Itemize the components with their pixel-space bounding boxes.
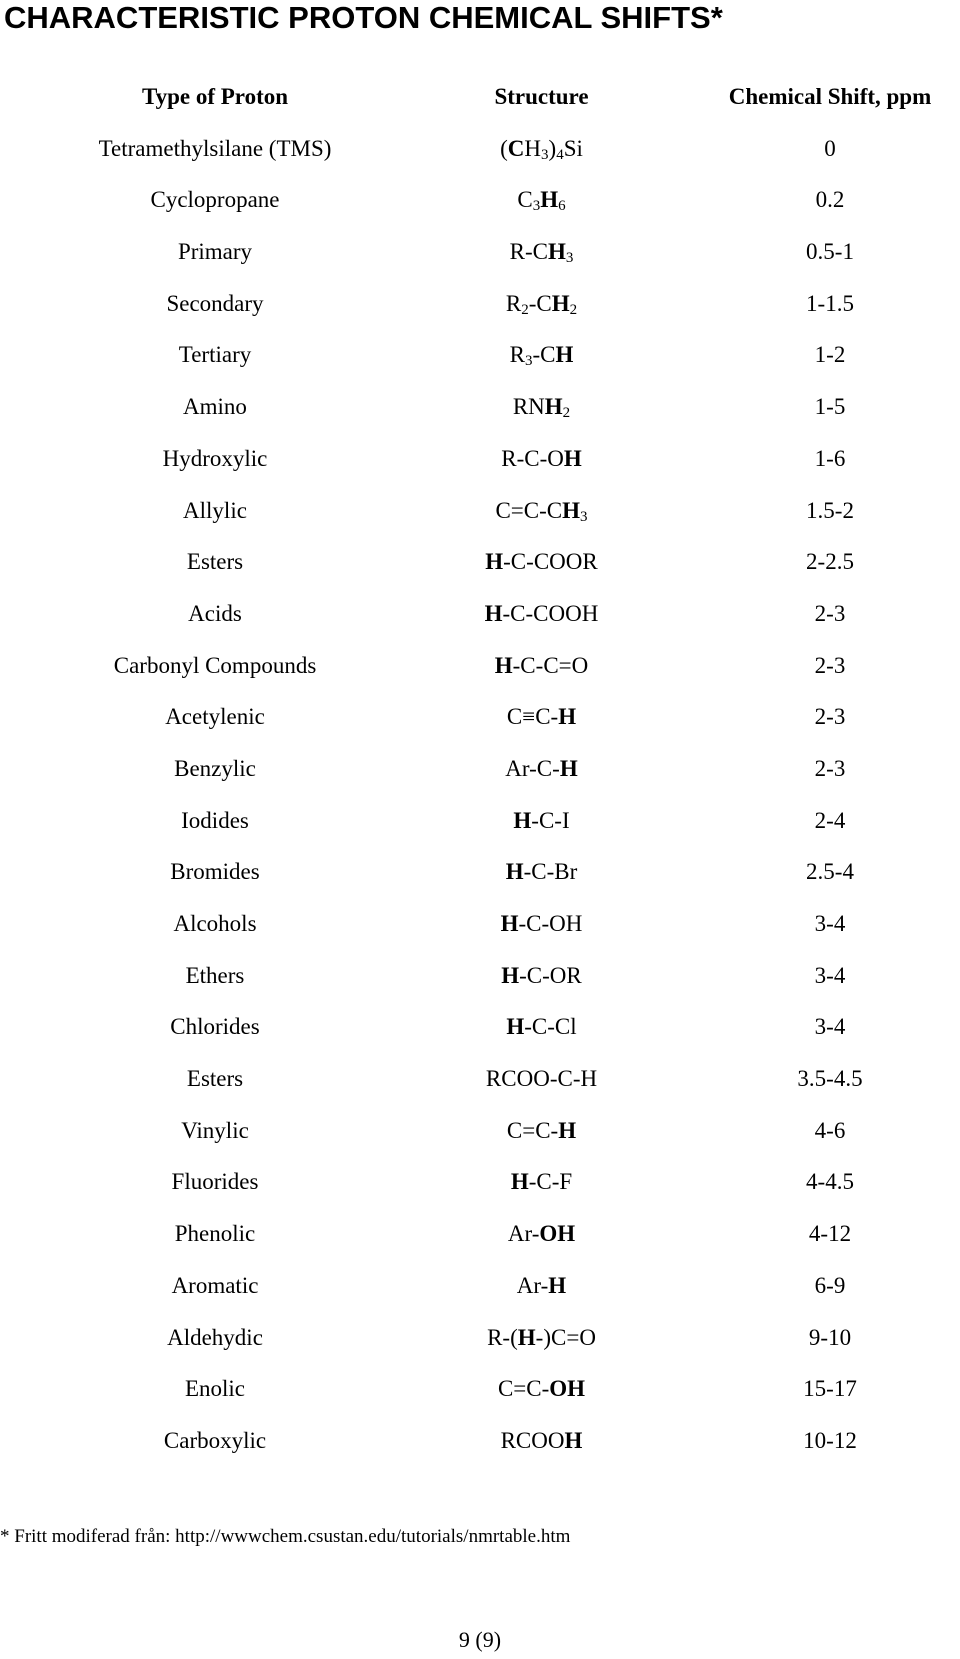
table-row [0, 1419, 960, 1471]
table-row [0, 1316, 960, 1368]
table-row [0, 850, 960, 902]
table-row [0, 799, 960, 851]
structure: C=C-H [506, 1117, 577, 1143]
proton-type: Chlorides [170, 1014, 260, 1040]
proton-type: Benzylic [174, 755, 256, 781]
table-row [0, 1212, 960, 1264]
chemical-shift: 0 [824, 135, 836, 161]
table-row [0, 178, 960, 230]
structure: $(CH_3)_4Si$ [500, 135, 583, 163]
proton-type: Esters [186, 549, 244, 575]
proton-type: Vinylic [181, 1117, 249, 1143]
proton-type: Carbonyl Compounds [113, 652, 317, 678]
chemical-shift: 2.5-4 [806, 859, 854, 885]
proton-type: Enolic [184, 1376, 246, 1402]
structure: $R_2-CH_2$ [505, 290, 578, 318]
proton-type: Aromatic [171, 1272, 259, 1298]
proton-type: Aldehydic [167, 1324, 263, 1350]
structure: Ar-H [516, 1272, 567, 1298]
proton-type: Hydroxylic [162, 445, 268, 471]
structure: $C=C-CH_3$ [495, 497, 588, 525]
proton-type: Primary [177, 239, 253, 265]
header-type: Type of Proton [141, 84, 289, 109]
chemical-shift: 2-2.5 [806, 549, 854, 575]
proton-type: Acids [188, 600, 242, 626]
chemical-shift: 3-4 [814, 1014, 846, 1040]
structure: H-C-OH [500, 911, 583, 936]
chemical-shift: 3-4 [814, 962, 846, 988]
table-row [0, 282, 960, 334]
structure: H-C-F [510, 1169, 573, 1195]
table-row [0, 954, 960, 1006]
structure: H-C-OR [501, 962, 582, 988]
header-structure: Structure [494, 84, 589, 109]
chemical-shift: 1.5-2 [806, 497, 854, 523]
table-row [0, 1109, 960, 1161]
table-row [0, 1160, 960, 1212]
table-row [0, 230, 960, 282]
table-row [0, 1367, 960, 1419]
chemical-shift: 1-2 [814, 342, 846, 368]
structure: H-C-Cl [506, 1014, 577, 1040]
chemical-shift: 2-3 [814, 704, 846, 730]
table-row [0, 695, 960, 747]
structure: H-C-COOH [484, 600, 599, 626]
chemical-shift: 3.5-4.5 [797, 1066, 863, 1092]
structure: $R_3-CH$ [509, 342, 574, 370]
chemical-shift: 0.5-1 [806, 239, 854, 265]
chemical-shift: 1-6 [814, 445, 846, 471]
chemical-shift: 2-3 [814, 652, 846, 678]
proton-type: Secondary [166, 290, 264, 316]
table-row [0, 1264, 960, 1316]
chemical-shift: 4-12 [808, 1221, 852, 1247]
structure: Ar-C-H [505, 755, 578, 781]
structure: $C_3H_6$ [517, 187, 566, 215]
proton-type: Bromides [170, 859, 260, 885]
page-title: CHARACTERISTIC PROTON CHEMICAL SHIFTS* [4, 0, 723, 35]
structure: Ar-OH [507, 1221, 576, 1247]
table-row [0, 592, 960, 644]
structure: H-C-COOR [485, 549, 598, 575]
table-row [0, 540, 960, 592]
chemical-shift: 1-5 [814, 394, 846, 420]
table-row [0, 1057, 960, 1109]
chemical-shift: 6-9 [814, 1272, 846, 1298]
proton-type: Amino [183, 394, 247, 420]
table-row [0, 437, 960, 489]
structure: R-(H-)C=O [487, 1324, 596, 1350]
structure: H-C-Br [505, 859, 578, 885]
structure: C≡C-H [506, 704, 577, 730]
chemical-shift: 9-10 [808, 1324, 852, 1350]
chemical-shift: 4-4.5 [806, 1169, 854, 1195]
chemical-shift: 3-4 [814, 911, 846, 936]
table-row [0, 902, 960, 954]
chemical-shift: 2-3 [814, 600, 846, 626]
table-row [0, 385, 960, 437]
chemical-shift: 1-1.5 [806, 290, 854, 316]
structure: $R-CH_3$ [509, 239, 574, 267]
proton-type: Tertiary [178, 342, 252, 368]
table-row [0, 489, 960, 541]
footnote: * Fritt modiferad från: http://wwwchem.csustan.edu/tutorials/nmrtable.htm [0, 1526, 571, 1547]
proton-type: Iodides [181, 807, 249, 833]
structure: H-C-C=O [494, 652, 589, 678]
table-row [0, 333, 960, 385]
proton-type: Fluorides [171, 1169, 259, 1195]
structure: H-C-I [513, 807, 570, 833]
proton-type: Tetramethylsilane (TMS) [98, 135, 332, 161]
chemical-shift-table [0, 75, 960, 1471]
proton-type: Cyclopropane [150, 187, 280, 213]
structure: $RNH_2$ [512, 394, 571, 422]
structure: C=C-OH [497, 1376, 586, 1402]
proton-type: Carboxylic [163, 1427, 267, 1453]
chemical-shift: 15-17 [803, 1376, 857, 1402]
chemical-shift: 0.2 [815, 187, 845, 213]
table-row [0, 1005, 960, 1057]
proton-type: Esters [186, 1066, 244, 1092]
proton-type: Phenolic [174, 1221, 256, 1247]
table-row [0, 127, 960, 179]
proton-type: Ethers [185, 962, 245, 988]
structure: R-C-OH [501, 445, 582, 471]
proton-type: Alcohols [173, 911, 257, 936]
chemical-shift: 2-3 [814, 755, 846, 781]
structure: RCOOH [500, 1427, 583, 1453]
structure: RCOO-C-H [485, 1066, 598, 1092]
proton-type: Allylic [183, 497, 247, 523]
proton-type: Acetylenic [165, 704, 265, 730]
header-shift: Chemical Shift, ppm [728, 84, 932, 109]
chemical-shift: 2-4 [814, 807, 846, 833]
chemical-shift: 10-12 [803, 1427, 857, 1453]
page-number: 9 (9) [458, 1627, 502, 1652]
table-row [0, 644, 960, 696]
chemical-shift: 4-6 [814, 1117, 846, 1143]
table-row [0, 747, 960, 799]
table-header-row [0, 75, 960, 127]
